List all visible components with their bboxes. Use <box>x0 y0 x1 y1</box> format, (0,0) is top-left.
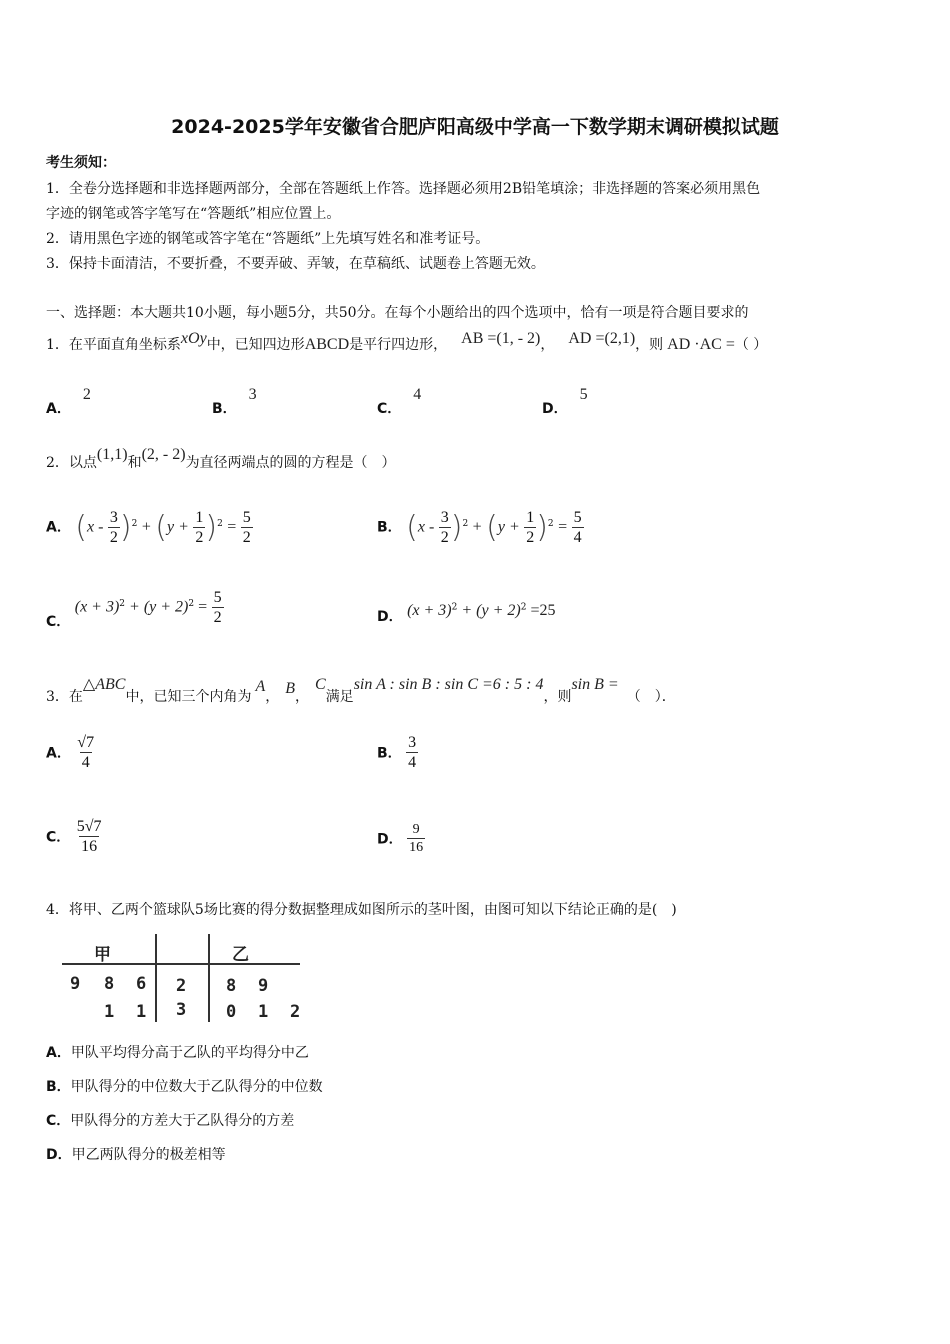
fraction <box>241 508 253 547</box>
stem-value: 2 <box>176 976 187 996</box>
math-term: x - <box>417 518 435 536</box>
leaf-value: 9 <box>258 976 269 996</box>
q3-math-a: A <box>255 678 266 695</box>
option-label: C． <box>46 613 71 630</box>
option-label: C． <box>46 1113 71 1129</box>
option-label: C． <box>377 401 402 417</box>
fraction <box>75 733 96 772</box>
q1-option-d[interactable] <box>542 384 588 417</box>
exponent: 2 <box>131 518 138 529</box>
q3-text: ， <box>265 689 280 705</box>
q1-option-a[interactable] <box>46 384 91 417</box>
stem-leaf-left-header: 甲 <box>94 945 111 965</box>
option-value: 4 <box>413 386 422 403</box>
equals-sign: = <box>227 518 237 536</box>
q3-option-b[interactable] <box>377 733 418 772</box>
notice-item-2: 2．请用黑色字迹的钢笔或答字笔在“答题纸”上先填写姓名和准考证号。 <box>46 231 490 247</box>
paren-glyph: ) <box>450 510 463 545</box>
fraction-denominator: 2 <box>440 529 449 546</box>
leaf-value: 2 <box>290 1002 301 1022</box>
fraction-denominator: 16 <box>81 838 98 855</box>
option-label: D． <box>46 1147 72 1163</box>
fraction-numerator: 5√7 <box>76 818 102 835</box>
paren-glyph: ) <box>119 510 132 545</box>
q1-math-xoy: xOy <box>180 330 207 347</box>
paren-glyph: ) <box>536 510 548 545</box>
leaf-value: 1 <box>136 1002 147 1022</box>
question-4 <box>46 899 677 919</box>
math-term: (x + 3) <box>74 598 120 616</box>
fraction-denominator: 2 <box>109 529 118 546</box>
q1-math-abcd: ABCD <box>304 336 350 353</box>
q2-option-b[interactable]: B． (x - $\frac{3}{2}$ )$^2$ + (y + $\frac{1}{2}$ )$^2$ = $\frac{5}{4}$ <box>377 509 582 546</box>
q1-text: 在平面直角坐标系 <box>68 337 181 353</box>
q3-option-a[interactable] <box>46 733 96 772</box>
option-label: D． <box>377 831 403 848</box>
option-text: 甲队平均得分高于乙队的平均得分中乙 <box>70 1045 309 1061</box>
option-value: 5 <box>579 386 588 403</box>
fraction <box>439 508 451 547</box>
paren-glyph: ( <box>155 510 168 545</box>
q3-math-c: C <box>315 676 326 693</box>
q2-text: 和 <box>127 455 142 471</box>
q3-text: 在 <box>68 689 83 705</box>
fraction-numerator: 3 <box>109 509 118 526</box>
page-title: 2024-2025学年安徽省合肥庐阳高级中学高一下数学期末调研模拟试题 <box>171 116 779 138</box>
q1-text: ， <box>540 337 555 353</box>
math-term: y + <box>497 518 520 536</box>
fraction <box>524 508 536 547</box>
fraction-numerator: √7 <box>77 734 95 751</box>
q1-math-ad: AD =(2,1) <box>568 330 636 347</box>
fraction-denominator: 4 <box>573 529 582 546</box>
leaf-value: 9 <box>70 974 81 994</box>
leaf-value: 6 <box>136 974 147 994</box>
fraction-numerator: 3 <box>408 734 417 751</box>
fraction <box>407 821 425 856</box>
section-heading: 一、选择题：本大题共10小题，每小题5分，共50分。在每个小题给出的四个选项中，恰有一项是符合题目要求的 <box>46 305 749 321</box>
equals-sign: = <box>194 598 208 616</box>
notice-item-1: 1．全卷分选择题和非选择题两部分，全部在答题纸上作答。选择题必须用2B铅笔填涂；非选择题的答案必须用黑色 <box>46 181 761 197</box>
option-label: B． <box>212 401 237 417</box>
stem-leaf-right-header: 乙 <box>232 945 249 965</box>
equals-sign: = <box>558 518 568 536</box>
q2-option-d[interactable] <box>377 600 556 625</box>
leaf-value: 8 <box>104 974 115 994</box>
fraction-numerator: 5 <box>213 589 222 606</box>
q3-option-c[interactable] <box>46 817 104 856</box>
math-term: x - <box>87 518 104 536</box>
leaf-value: 1 <box>258 1002 269 1022</box>
math-term: y + <box>167 518 189 536</box>
q1-text: （ ） <box>734 337 768 353</box>
math-term: + (y + 2) <box>125 598 189 616</box>
fraction <box>193 508 205 547</box>
leaf-value: 8 <box>226 976 237 996</box>
q3-text: 满足 <box>325 689 354 705</box>
q3-number: 3． <box>46 689 69 705</box>
q3-option-d[interactable] <box>377 821 425 856</box>
notice-heading: 考生须知： <box>46 155 116 171</box>
q4-option-d[interactable] <box>46 1144 226 1164</box>
q2-math-point1: (1,1) <box>96 446 128 463</box>
option-label: B． <box>377 745 402 762</box>
q1-text: 是平行四边形， <box>349 337 448 353</box>
fraction <box>75 817 104 856</box>
q2-text: 为直径两端点的圆的方程是（ ） <box>185 455 396 471</box>
option-label: D． <box>542 401 568 417</box>
fraction-numerator: 5 <box>242 509 251 526</box>
fraction-numerator: 1 <box>526 509 535 526</box>
q1-number: 1． <box>46 337 69 353</box>
option-text: 甲乙两队得分的极差相等 <box>71 1147 226 1163</box>
q2-option-c[interactable] <box>46 588 224 630</box>
q2-option-a[interactable]: A． (x - $\frac{3}{2}$ )$^2$ + (y + $\frac{1}{2}$ )$^2$ = $\frac{5}{2}$ <box>46 509 251 546</box>
q1-math-ab: AB =(1, - 2) <box>461 330 541 347</box>
q4-number: 4． <box>46 902 69 918</box>
q4-text: 将甲、乙两个篮球队5场比赛的得分数据整理成如图所示的茎叶图，由图可知以下结论正确的是( ) <box>68 902 677 918</box>
q3-math-triangle: △ABC <box>82 676 126 693</box>
leaf-value: 0 <box>226 1002 237 1022</box>
q3-math-b: B <box>285 680 296 697</box>
q4-option-a[interactable] <box>46 1042 309 1062</box>
exponent: 2 <box>217 518 223 529</box>
q3-math-ratio: sin A : sin B : sin C =6 : 5 : 4 <box>353 676 544 693</box>
question-3 <box>46 676 676 705</box>
option-label: B． <box>46 1079 71 1095</box>
q1-option-c[interactable] <box>377 384 422 417</box>
fraction <box>108 508 120 547</box>
fraction-denominator: 2 <box>213 609 222 626</box>
q4-option-c[interactable] <box>46 1110 294 1130</box>
option-label: A． <box>46 401 71 417</box>
option-label: A． <box>46 519 71 536</box>
option-label: B． <box>377 519 402 536</box>
q1-text: 中，已知四边形 <box>206 337 305 353</box>
fraction <box>406 733 418 772</box>
exponent: 2 <box>188 598 195 609</box>
fraction-denominator: 16 <box>409 840 424 855</box>
fraction-denominator: 2 <box>195 529 204 546</box>
exponent: 2 <box>547 518 554 529</box>
option-label: D． <box>377 609 403 625</box>
paren-glyph: ( <box>486 510 498 545</box>
q2-number: 2． <box>46 455 69 471</box>
option-label: A． <box>46 1045 71 1061</box>
q4-option-b[interactable] <box>46 1076 323 1096</box>
fraction-denominator: 4 <box>81 754 90 771</box>
stem-value: 3 <box>176 1000 187 1020</box>
fraction-numerator: 1 <box>195 509 204 526</box>
exponent: 2 <box>119 598 126 609</box>
q1-math-dot: AD ·AC = <box>667 336 735 353</box>
question-1 <box>46 330 768 354</box>
paren-glyph: ( <box>406 510 418 545</box>
q3-math-sinb: sin B = <box>571 676 619 693</box>
q1-option-b[interactable] <box>212 384 257 417</box>
fraction <box>212 588 224 627</box>
exponent: 2 <box>462 518 469 529</box>
question-2 <box>46 446 396 472</box>
q3-text: （ ）． <box>626 689 676 705</box>
q2-text: 以点 <box>68 455 97 471</box>
exponent: 2 <box>520 602 527 613</box>
notice-item-1-cont: 字迹的钢笔或答字笔写在“答题纸”相应位置上。 <box>46 206 341 222</box>
option-value: 3 <box>248 386 257 403</box>
q3-text: ， <box>295 689 310 705</box>
option-text: 甲队得分的中位数大于乙队得分的中位数 <box>70 1079 323 1095</box>
math-term: + (y + 2) <box>457 602 521 619</box>
q2-math-point2: (2, - 2) <box>141 446 186 463</box>
fraction-numerator: 5 <box>573 509 582 526</box>
option-text: 甲队得分的方差大于乙队得分的方差 <box>70 1113 295 1129</box>
leaf-value: 1 <box>104 1002 115 1022</box>
fraction-denominator: 2 <box>242 529 251 546</box>
fraction-numerator: 9 <box>412 822 420 837</box>
fraction <box>572 508 584 547</box>
option-label: A． <box>46 745 71 762</box>
math-term: (x + 3) <box>407 602 452 619</box>
notice-item-3: 3．保持卡面清洁，不要折叠，不要弄破、弄皱，在草稿纸、试题卷上答题无效。 <box>46 256 545 272</box>
q1-text: ，则 <box>635 337 664 353</box>
stem-leaf-figure <box>60 930 308 1030</box>
fraction-numerator: 3 <box>440 509 449 526</box>
fraction-denominator: 2 <box>526 529 535 546</box>
q3-text: ，则 <box>543 689 572 705</box>
paren-glyph: ( <box>75 510 88 545</box>
fraction-denominator: 4 <box>408 754 417 771</box>
option-label: C． <box>46 829 71 846</box>
paren-glyph: ) <box>205 510 218 545</box>
option-value: 2 <box>82 386 91 403</box>
equals-sign: =25 <box>526 602 556 619</box>
q3-text: 中，已知三个内角为 <box>125 689 252 705</box>
exponent: 2 <box>451 602 458 613</box>
